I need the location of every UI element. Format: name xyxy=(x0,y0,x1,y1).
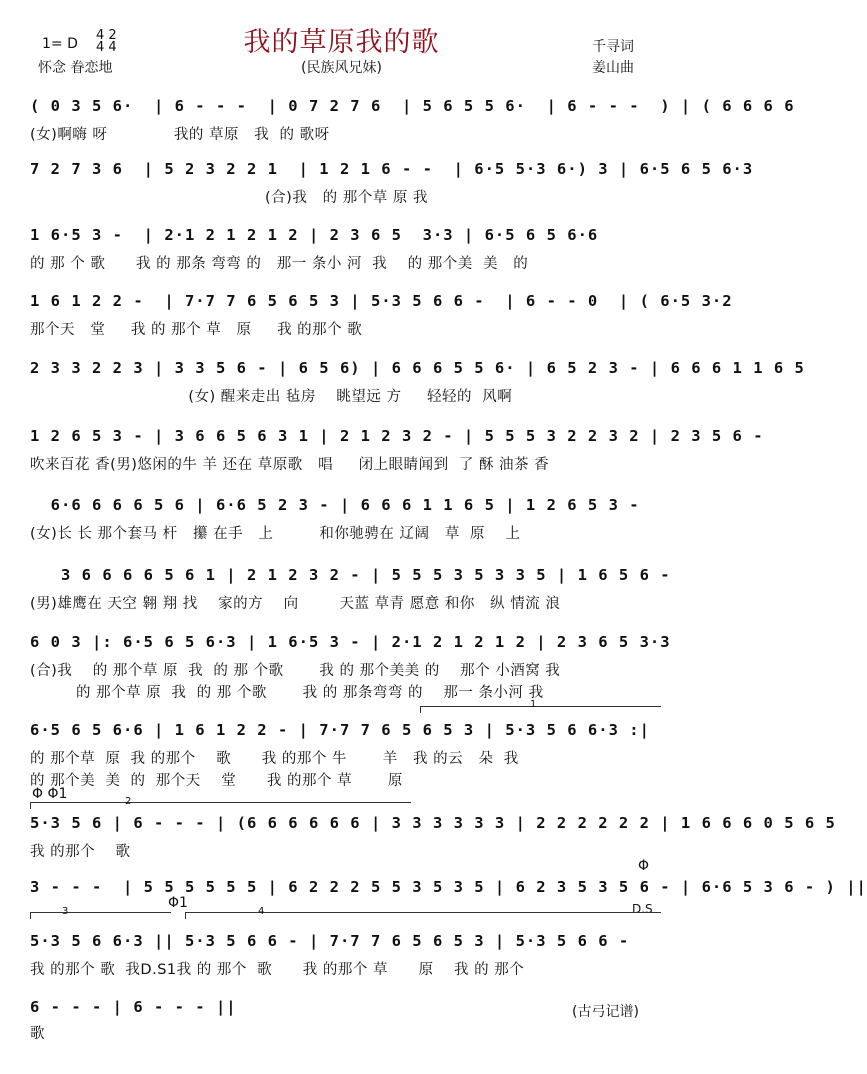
lyric: (男)雄鹰在 天空 翱 翔 找 家的方 向 天蓝 草青 愿意 和你 纵 情流 浪 xyxy=(30,596,561,612)
notation: 7 2 7 3 6 | 5 2 3 2 2 1 | 1 2 1 6 - - | 6·5 5·3 6·) 3 | 6·5 6 5 6·3 xyxy=(30,160,754,178)
staff-line-3 xyxy=(30,224,660,274)
volta-bracket-3 xyxy=(30,912,171,919)
volta-4-label: 4 xyxy=(258,906,265,917)
staff-line-14 xyxy=(30,996,660,1046)
lyric: 我 的那个 歌 我D.S1我 的 那个 歌 我 的那个 草 原 我 的 那个 xyxy=(30,962,525,978)
notation: 2 3 3 2 2 3 | 3 3 5 6 - | 6 5 6) | 6 6 6 5 5 6· | 6 5 2 3 - | 6 6 6 1 1 6 5 xyxy=(30,359,805,377)
transcriber-credit: (古弓记谱) xyxy=(572,1004,639,1020)
lyric: 我 的那个 歌 xyxy=(30,844,131,860)
lyric: 吹来百花 香(男)悠闲的牛 羊 还在 草原歌 唱 闭上眼睛闻到 了 酥 油茶 香 xyxy=(30,457,550,473)
ds-mark: D.S xyxy=(632,902,653,916)
composer: 姜山曲 xyxy=(592,60,634,76)
lyric-verse-2: 的 那个草 原 我 的 那 个歌 我 的 那条弯弯 的 那一 条小河 我 xyxy=(30,685,544,701)
notation: 3 - - - | 5 5 5 5 5 5 | 6 2 2 2 5 5 3 5 3 5 | 6 2 3 5 3 5 6 - | 6·6 5 3 6 - ) || xyxy=(30,878,867,896)
lyric: (女)长 长 那个套马 杆 攥 在手 上 和你驰骋在 辽阔 草 原 上 xyxy=(30,526,521,542)
notation: 1 6·5 3 - | 2·1 2 1 2 1 2 | 2 3 6 5 3·3 | 6·5 6 5 6·6 xyxy=(30,226,599,244)
volta-bracket-2 xyxy=(30,802,411,809)
staff-line-12 xyxy=(30,876,867,906)
notation: 6 - - - | 6 - - - || xyxy=(30,998,237,1016)
staff-line-8 xyxy=(30,564,671,614)
lyric-verse-2: 的 那个美 美 的 那个天 堂 我 的那个 草 原 xyxy=(30,773,403,789)
coda-mark: Φ Φ1 xyxy=(32,786,68,802)
volta-1-label: 1 xyxy=(530,699,537,710)
volta-3-label: 3 xyxy=(62,906,69,917)
staff-line-10 xyxy=(30,719,660,789)
staff-line-1 xyxy=(30,95,795,145)
performer: (民族风兄妹) xyxy=(301,60,382,76)
notation: 1 2 6 5 3 - | 3 6 6 5 6 3 1 | 2 1 2 3 2 - | 5 5 5 3 2 2 3 2 | 2 3 5 6 - xyxy=(30,427,764,445)
key-signature: 1= D xyxy=(42,36,78,52)
lyric: (女)啊嗨 呀 我的 草原 我 的 歌呀 xyxy=(30,127,330,143)
notation: ( 0 3 5 6· | 6 - - - | 0 7 2 7 6 | 5 6 5 5 6· | 6 - - - ) | ( 6 6 6 6 xyxy=(30,97,795,115)
notation: 6 0 3 |: 6·5 6 5 6·3 | 1 6·5 3 - | 2·1 2 1 2 1 2 | 2 3 6 5 3·3 xyxy=(30,633,671,651)
staff-line-4 xyxy=(30,290,733,340)
lyric: (女) 醒来走出 毡房 眺望远 方 轻轻的 风啊 xyxy=(30,389,513,405)
time-signature: 4 2 4 4 xyxy=(96,28,117,55)
coda-1-mark: Φ1 xyxy=(168,895,188,911)
volta-2-label: 2 xyxy=(125,796,132,807)
staff-line-9 xyxy=(30,631,671,701)
staff-line-11 xyxy=(30,812,836,862)
lyricist: 千寻词 xyxy=(592,39,634,55)
notation: 6·5 6 5 6·6 | 1 6 1 2 2 - | 7·7 7 6 5 6 5 3 | 5·3 5 6 6·3 :| xyxy=(30,721,650,739)
notation: 3 6 6 6 6 5 6 1 | 2 1 2 3 2 - | 5 5 5 3 5 3 3 5 | 1 6 5 6 - xyxy=(30,566,671,584)
song-title: 我的草原我的歌 xyxy=(243,27,440,58)
lyric: 那个天 堂 我 的 那个 草 原 我 的那个 歌 xyxy=(30,322,363,338)
staff-line-13 xyxy=(30,930,660,980)
staff-line-7 xyxy=(30,494,660,544)
volta-bracket-1 xyxy=(420,706,661,713)
staff-line-6 xyxy=(30,425,764,475)
staff-line-2 xyxy=(30,158,754,208)
staff-line-5 xyxy=(30,357,805,407)
notation: 5·3 5 6 6·3 || 5·3 5 6 6 - | 7·7 7 6 5 6 5 3 | 5·3 5 6 6 - xyxy=(30,932,630,950)
volta-bracket-4 xyxy=(185,912,661,919)
lyric: (合)我 的 那个草 原 我 xyxy=(30,190,428,206)
lyric: (合)我 的 那个草 原 我 的 那 个歌 我 的 那个美美 的 那个 小酒窝 我 xyxy=(30,663,561,679)
lyric: 歌 xyxy=(30,1026,45,1042)
lyric: 的 那个草 原 我 的那个 歌 我 的那个 牛 羊 我 的云 朵 我 xyxy=(30,751,519,767)
tempo-mood: 怀念 眷恋地 xyxy=(38,60,113,76)
notation: 6·6 6 6 6 5 6 | 6·6 5 2 3 - | 6 6 6 1 1 6 5 | 1 2 6 5 3 - xyxy=(30,496,640,514)
notation: 1 6 1 2 2 - | 7·7 7 6 5 6 5 3 | 5·3 5 6 6 - | 6 - - 0 | ( 6·5 3·2 xyxy=(30,292,733,310)
lyric: 的 那 个 歌 我 的 那条 弯弯 的 那一 条小 河 我 的 那个美 美 的 xyxy=(30,256,529,272)
notation: 5·3 5 6 | 6 - - - | (6 6 6 6 6 6 | 3 3 3 3 3 3 | 2 2 2 2 2 2 | 1 6 6 6 0 5 6 5 xyxy=(30,814,836,832)
coda-end-mark: Φ xyxy=(638,858,650,874)
